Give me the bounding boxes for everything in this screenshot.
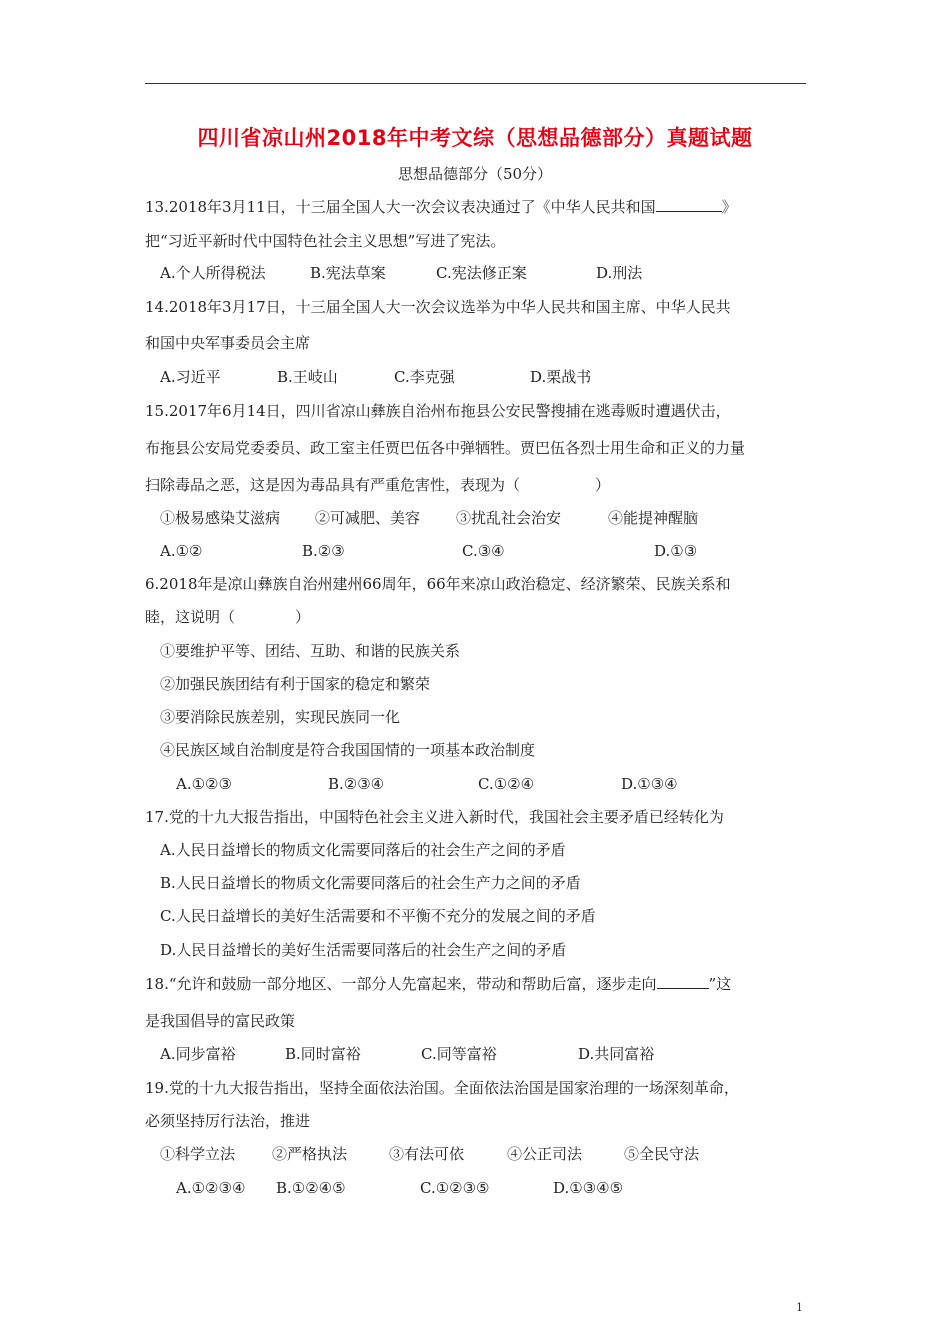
question-text: 把“习近平新时代中国特色社会主义思想”写进了宪法。 [145, 232, 506, 250]
question-text: 》 [721, 198, 737, 216]
option-a: A.个人所得税法 [160, 264, 266, 282]
question-text: 睦，这说明（ ） [145, 608, 311, 626]
statement-5: ⑤全民守法 [624, 1145, 700, 1163]
statement-3: ③有法可依 [389, 1145, 465, 1163]
question-text: 13.2018年3月11日，十三届全国人大一次会议表决通过了《中华人民共和国 [145, 198, 656, 216]
option-c: C.同等富裕 [421, 1045, 497, 1063]
option-b: B.②③ [302, 542, 345, 560]
question-text: 必须坚持厉行法治，推进 [145, 1112, 311, 1130]
question-text: 18.“允许和鼓励一部分地区、一部分人先富起来，带动和帮助后富，逐步走向 [145, 975, 657, 993]
option-c: C.①②④ [478, 775, 535, 793]
option-d: D.①③④ [621, 775, 678, 793]
option-b: B.①②④⑤ [276, 1179, 346, 1197]
question-16: 6.2018年是凉山彝族自治州建州66周年，66年来凉山政治稳定、经济繁荣、民族关系和 [145, 575, 731, 593]
statement-4: ④民族区域自治制度是符合我国国情的一项基本政治制度 [160, 741, 536, 759]
option-b: B.宪法草案 [310, 264, 386, 282]
statement-4: ④公正司法 [507, 1145, 583, 1163]
question-text: ”这 [708, 975, 732, 993]
question-text: 扫除毒品之恶，这是因为毒品具有严重危害性，表现为（ ） [145, 476, 611, 494]
option-c: C.③④ [462, 542, 505, 560]
option-b: B.王岐山 [277, 368, 338, 386]
option-b: B.人民日益增长的物质文化需要同落后的社会生产力之间的矛盾 [160, 874, 581, 892]
statement-1: ①要维护平等、团结、互助、和谐的民族关系 [160, 642, 461, 660]
statement-2: ②严格执法 [272, 1145, 348, 1163]
question-text: 和国中央军事委员会主席 [145, 334, 311, 352]
section-subtitle: 思想品德部分（50分） [397, 165, 553, 183]
option-a: A.①② [160, 542, 203, 560]
option-d: D.①③④⑤ [553, 1179, 624, 1197]
option-a: A.习近平 [160, 368, 221, 386]
page-number: 1 [796, 1301, 803, 1314]
option-b: B.同时富裕 [285, 1045, 361, 1063]
option-b: B.②③④ [328, 775, 385, 793]
statement-1: ①科学立法 [160, 1145, 236, 1163]
question-13 [145, 197, 737, 217]
option-a: A.同步富裕 [160, 1045, 236, 1063]
statement-1: ①极易感染艾滋病 [160, 509, 281, 527]
question-text: 布拖县公安局党委委员、政工室主任贾巴伍各中弹牺牲。贾巴伍各烈士用生命和正义的力量 [145, 439, 746, 457]
question-15: 15.2017年6月14日，四川省凉山彝族自治州布拖县公安民警搜捕在逃毒贩时遭遇伏击， [145, 402, 731, 420]
question-18 [145, 974, 731, 994]
option-d: D.①③ [654, 542, 698, 560]
question-17: 17.党的十九大报告指出，中国特色社会主义进入新时代，我国社会主要矛盾已经转化为 [145, 808, 724, 826]
option-c: C.人民日益增长的美好生活需要和不平衡不充分的发展之间的矛盾 [160, 907, 596, 925]
answer-blank [657, 974, 709, 989]
option-a: A.①②③④ [176, 1179, 246, 1197]
option-d: D.刑法 [596, 264, 643, 282]
option-c: C.李克强 [394, 368, 455, 386]
question-14: 14.2018年3月17日，十三届全国人大一次会议选举为中华人民共和国主席、中华人民共 [145, 298, 731, 316]
header-rule [145, 83, 806, 84]
statement-3: ③要消除民族差别，实现民族同一化 [160, 708, 401, 726]
option-c: C.宪法修正案 [436, 264, 527, 282]
option-d: D.共同富裕 [578, 1045, 655, 1063]
statement-2: ②加强民族团结有利于国家的稳定和繁荣 [160, 675, 431, 693]
option-c: C.①②③⑤ [420, 1179, 490, 1197]
option-a: A.①②③ [176, 775, 232, 793]
question-19: 19.党的十九大报告指出，坚持全面依法治国。全面依法治国是国家治理的一场深刻革命， [145, 1079, 739, 1097]
option-d: D.人民日益增长的美好生活需要同落后的社会生产之间的矛盾 [160, 941, 567, 959]
statement-3: ③扰乱社会治安 [456, 509, 562, 527]
statement-2: ②可减肥、美容 [315, 509, 421, 527]
question-text: 是我国倡导的富民政策 [145, 1012, 296, 1030]
answer-blank [656, 197, 722, 212]
statement-4: ④能提神醒脑 [608, 509, 699, 527]
option-a: A.人民日益增长的物质文化需要同落后的社会生产之间的矛盾 [160, 841, 566, 859]
document-title: 四川省凉山州2018年中考文综（思想品德部分）真题试题 [197, 126, 753, 150]
option-d: D.栗战书 [530, 368, 592, 386]
